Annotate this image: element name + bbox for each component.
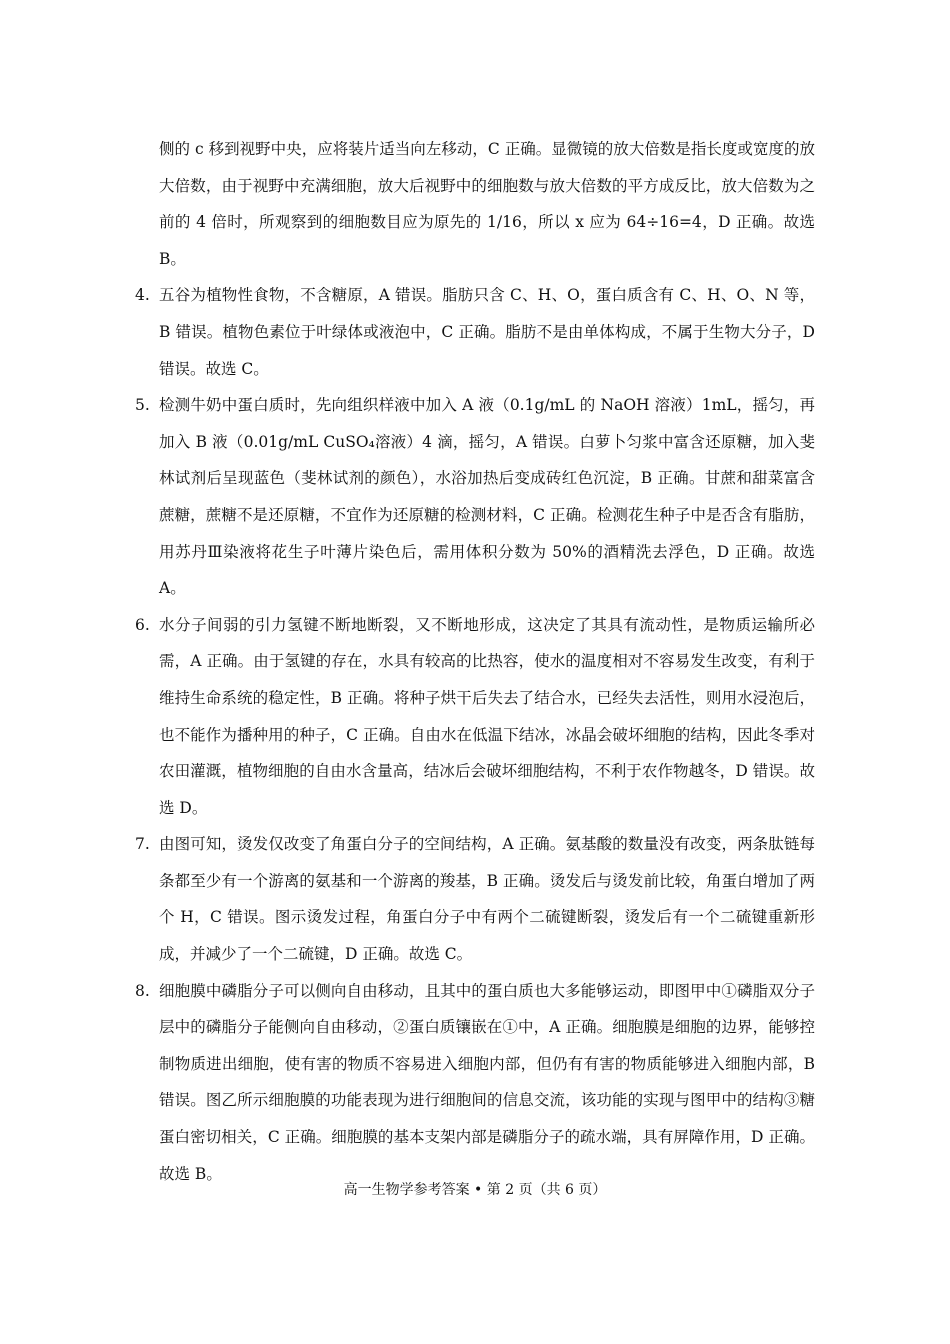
- answer-item-7: [135, 826, 815, 972]
- answer-item-5: [135, 387, 815, 607]
- answer-number: 5.: [135, 396, 150, 415]
- answer-text: 由图可知，烫发仅改变了角蛋白分子的空间结构，A 正确。氨基酸的数量没有改变，两条肽链每条都至少有一个游离的氨基和一个游离的羧基，B 正确。烫发后与烫发前比较，角蛋白增加了两个 H，C 错误。图示烫发过程，角蛋白分子中有两个二硫键断裂，烫发后有一个二硫键重新形成，并减少了一个二硫键，D 正确。故选 C。: [159, 835, 815, 964]
- answer-item-6: [135, 607, 815, 827]
- answer-text: 细胞膜中磷脂分子可以侧向自由移动，且其中的蛋白质也大多能够运动，即图甲中①磷脂双分子层中的磷脂分子能侧向自由移动，②蛋白质镶嵌在①中，A 正确。细胞膜是细胞的边界，能够控制物质进出细胞，使有害的物质不容易进入细胞内部，但仍有有害的物质能够进入细胞内部，B 错误。图乙所示细胞膜的功能表现为进行细胞间的信息交流，该功能的实现与图甲中的结构③糖蛋白密切相关，C 正确。细胞膜的基本支架内部是磷脂分子的疏水端，具有屏障作用，D 正确。故选 B。: [159, 981, 815, 1183]
- answer-item-4: [135, 277, 815, 387]
- answer-item-8: [135, 973, 815, 1193]
- answer-text: 检测牛奶中蛋白质时，先向组织样液中加入 A 液（0.1g/mL 的 NaOH 溶液）1mL，摇匀，再加入 B 液（0.01g/mL CuSO₄溶液）4 滴，摇匀，A 错误。白萝卜匀浆中富含还原糖，加入斐林试剂后呈现蓝色（斐林试剂的颜色），水浴加热后变成砖红色沉淀，B 正确。甘蔗和甜菜富含蔗糖，蔗糖不是还原糖，不宜作为还原糖的检测材料，C 正确。检测花生种子中是否含有脂肪，用苏丹Ⅲ染液将花生子叶薄片染色后，需用体积分数为 50%的酒精洗去浮色，D 正确。故选 A。: [159, 396, 815, 598]
- answer-text-block: [135, 131, 815, 1192]
- answer-number: 8.: [135, 981, 150, 1000]
- answer-text: 五谷为植物性食物，不含糖原，A 错误。脂肪只含 C、H、O，蛋白质含有 C、H、O、N 等，B 错误。植物色素位于叶绿体或液泡中，C 正确。脂肪不是由单体构成，不属于生物大分子，D 错误。故选 C。: [159, 286, 815, 378]
- answer-text: 水分子间弱的引力氢键不断地断裂，又不断地形成，这决定了其具有流动性，是物质运输所必需，A 正确。由于氢键的存在，水具有较高的比热容，使水的温度相对不容易发生改变，有利于维持生命系统的稳定性，B 正确。将种子烘干后失去了结合水，已经失去活性，则用水浸泡后，也不能作为播种用的种子，C 正确。自由水在低温下结冰，冰晶会破坏细胞的结构，因此冬季对农田灌溉，植物细胞的自由水含量高，结冰后会破坏细胞结构，不利于农作物越冬，D 错误。故选 D。: [159, 615, 815, 817]
- continuation-paragraph: 侧的 c 移到视野中央，应将装片适当向左移动，C 正确。显微镜的放大倍数是指长度或宽度的放大倍数，由于视野中充满细胞，放大后视野中的细胞数与放大倍数的平方成反比，放大倍数为之前的 4 倍时，所观察到的细胞数目应为原先的 1/16，所以 x 应为 64÷16=4，D 正确。故选 B。: [159, 140, 815, 268]
- page-footer: 高一生物学参考答案 • 第 2 页（共 6 页）: [343, 1182, 607, 1198]
- answer-number: 4.: [135, 286, 150, 305]
- answer-number: 7.: [135, 835, 150, 854]
- answer-number: 6.: [135, 615, 150, 634]
